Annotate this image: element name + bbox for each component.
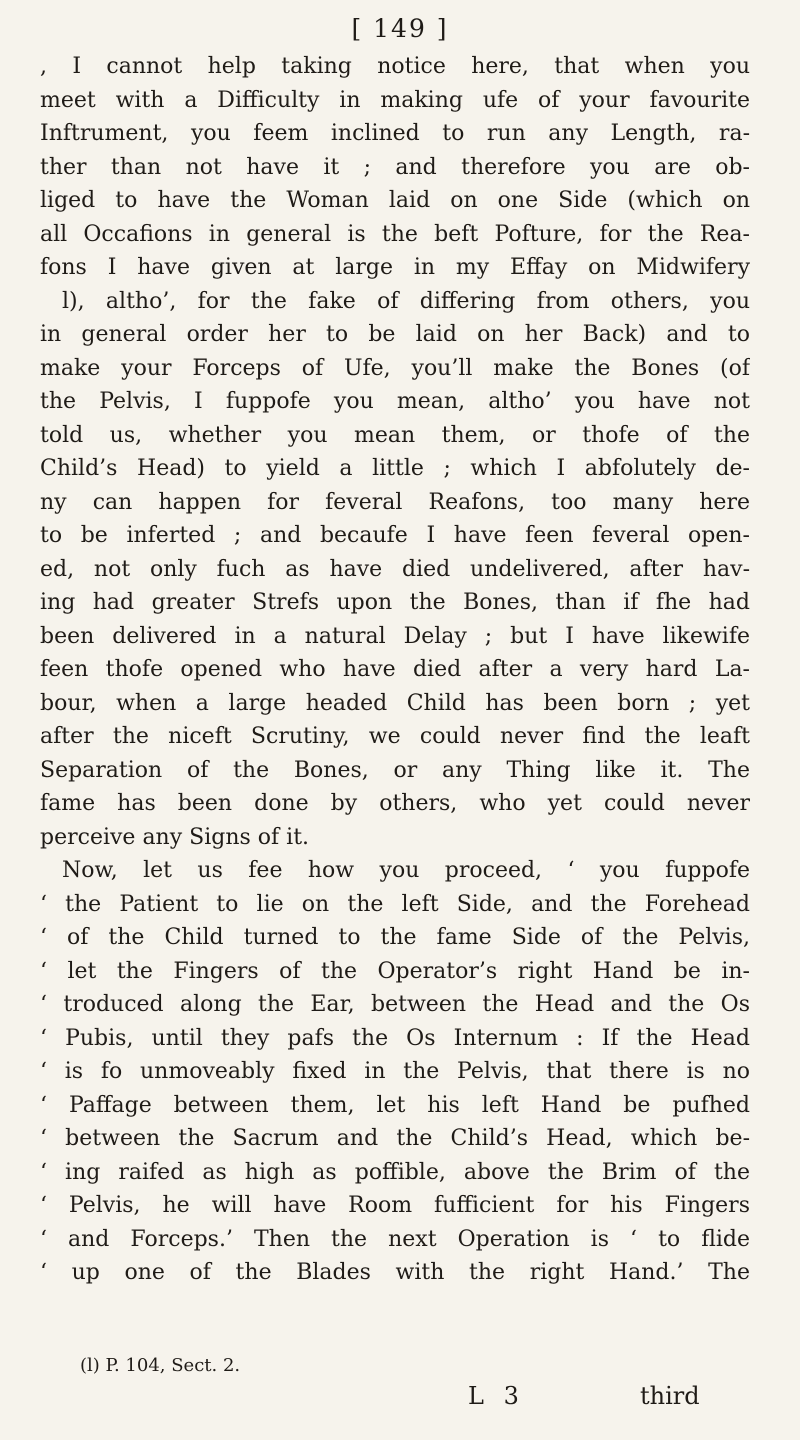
text-line: bour, when a large headed Child has been born ; yet: [40, 690, 750, 716]
signature-mark: L 3: [468, 1382, 525, 1410]
text-line: fame has been done by others, who yet could never: [40, 791, 750, 816]
text-line: Inftrument, you feem inclined to run any Length, ra-: [40, 121, 750, 146]
text-line: the Pelvis, I fuppofe you mean, altho’ you have not: [40, 389, 750, 414]
text-line: Child’s Head) to yield a little ; which I abfolutely de-: [40, 456, 750, 481]
text-line: ‘ of the Child turned to the fame Side of the Pelvis,: [40, 925, 750, 950]
text-line: make your Forceps of Ufe, you’ll make the Bones (of: [40, 355, 750, 381]
text-line: ‘ Pubis, until they pafs the Os Internum : If the Head: [40, 1025, 750, 1051]
text-line: liged to have the Woman laid on one Side (which on: [40, 188, 750, 213]
text-line: ny can happen for feveral Reafons, too many here: [40, 489, 750, 515]
text-line: after the niceft Scrutiny, we could never find the leaft: [40, 724, 750, 749]
text-line: ‘ Pelvis, he will have Room fufficient for his Fingers: [40, 1193, 750, 1218]
text-line: fons I have given at large in my Effay on Midwifery: [40, 255, 750, 280]
text-line: perceive any Signs of it.: [40, 824, 310, 850]
text-line: been delivered in a natural Delay ; but I have likewife: [40, 623, 750, 649]
text-line: feen thofe opened who have died after a very hard La-: [40, 657, 750, 682]
text-line: all Occafions in general is the beft Pofture, for the Rea-: [40, 221, 750, 247]
text-line: ther than not have it ; and therefore you are ob-: [40, 154, 750, 180]
text-line: ‘ ing raifed as high as poffible, above the Brim of the: [40, 1159, 750, 1185]
catchword: third: [640, 1382, 700, 1410]
text-line: to be inferted ; and becaufe I have feen feveral open-: [40, 523, 750, 548]
text-line: ‘ and Forceps.’ Then the next Operation is ‘ to flide: [40, 1226, 750, 1252]
text-line: ing had greater Strefs upon the Bones, than if fhe had: [40, 590, 750, 615]
text-line: told us, whether you mean them, or thofe of the: [40, 422, 750, 448]
text-line: meet with a Difficulty in making ufe of your favourite: [40, 87, 750, 113]
text-line: ‘ is fo unmoveably fixed in the Pelvis, that there is no: [40, 1059, 750, 1084]
text-line: Now, let us fee how you proceed, ‘ you fuppofe: [62, 858, 750, 883]
page-number: [ 149 ]: [351, 14, 449, 43]
text-line: ‘ the Patient to lie on the left Side, and the Forehead: [40, 891, 750, 917]
text-line: , I cannot help taking notice here, that when you: [40, 54, 750, 79]
text-line: ‘ let the Fingers of the Operator’s right Hand be in-: [40, 958, 750, 984]
footnote: (l) P. 104, Sect. 2.: [80, 1355, 241, 1376]
text-line: in general order her to be laid on her Back) and to: [40, 322, 750, 347]
body-text: [40, 50, 750, 1290]
text-line: Separation of the Bones, or any Thing like it. The: [40, 757, 750, 783]
text-line: ed, not only fuch as have died undelivered, after hav-: [40, 556, 750, 582]
text-line: ‘ up one of the Blades with the right Hand.’ The: [40, 1260, 750, 1285]
text-line: ‘ Paffage between them, let his left Hand be pufhed: [40, 1092, 750, 1118]
text-line: l), altho’, for the fake of differing from others, you: [62, 288, 750, 314]
text-line: ‘ troduced along the Ear, between the Head and the Os: [40, 992, 750, 1017]
text-line: ‘ between the Sacrum and the Child’s Head, which be-: [40, 1126, 750, 1151]
